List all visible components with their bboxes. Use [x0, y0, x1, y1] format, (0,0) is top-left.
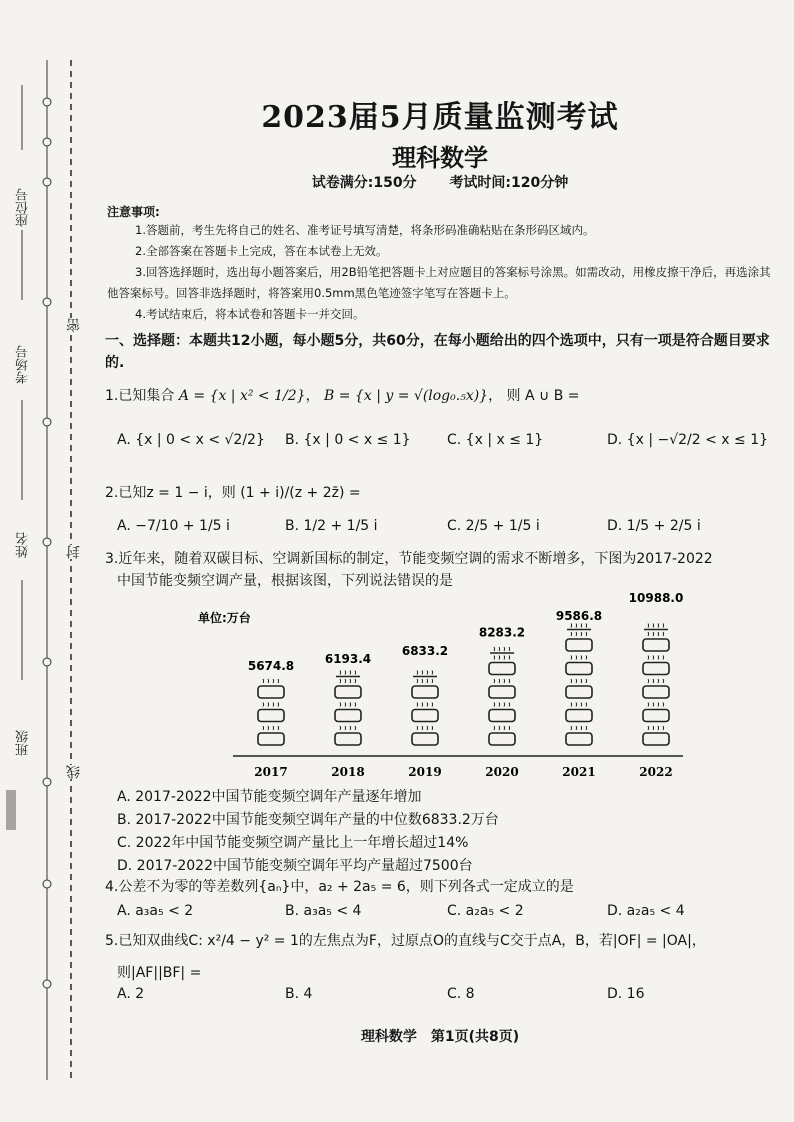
bar-2018 — [335, 671, 361, 746]
value-label-2020: 8283.2 — [478, 625, 526, 640]
bar-2022 — [643, 624, 669, 746]
q1-option-b[interactable]: B. {x | 0 < x ≤ 1} — [285, 432, 411, 448]
q3-option-d[interactable]: D. 2017-2022中国节能变频空调年平均产量超过7500台 — [117, 858, 473, 874]
binding-lines — [0, 0, 95, 1122]
seal-xian: 线 — [66, 765, 82, 779]
exam-meta — [105, 172, 775, 192]
section-title: 一、选择题：本题共12小题，每小题5分，共60分，在每小题给出的四个选项中，只有一项是符合题目要求的. — [105, 333, 770, 371]
q2-option-c[interactable]: C. 2/5 + 1/5 i — [447, 518, 540, 534]
q1-prefix: 1.已知集合 — [105, 388, 175, 404]
seat-number-label: 座位号 — [16, 188, 31, 227]
question-5 — [105, 930, 773, 984]
q4-option-a[interactable]: A. a₃a₅ < 2 — [117, 903, 194, 919]
q3-stem-line2: 中国节能变频空调产量，根据该图，下列说法错误的是 — [117, 573, 453, 589]
q1-option-a[interactable]: A. {x | 0 < x < √2/2} — [117, 432, 265, 448]
seal-feng: 封 — [66, 545, 82, 559]
page-footer: 理科数学 第1页(共8页) — [360, 1029, 520, 1045]
q5-stem-line2: 则|AF||BF| = — [117, 965, 202, 981]
question-1: 1.已知集合 A = {x | x² < 1/2}， B = {x | y = √(log₀.₅x)}， 则 A ∪ B = — [105, 388, 580, 404]
note-item: 4.考试结束后，将本试卷和答题卡一并交回。 — [135, 307, 365, 321]
q1-option-d[interactable]: D. {x | −√2/2 < x ≤ 1} — [607, 432, 769, 448]
exam-time: 考试时间:120分钟 — [449, 175, 569, 191]
seal-mi: 密 — [66, 318, 82, 332]
note-item: 1.答题前，考生先将自己的姓名、准考证号填写清楚，将条形码准确粘贴在条形码区域内。 — [135, 223, 595, 237]
x-tick-2018: 2018 — [331, 765, 365, 779]
bar-2017 — [258, 679, 284, 745]
x-tick-2022: 2022 — [639, 765, 673, 779]
exam-subject: 理科数学 — [392, 143, 488, 172]
x-tick-2019: 2019 — [408, 765, 442, 779]
q4-option-b[interactable]: B. a₃a₅ < 4 — [285, 903, 362, 919]
production-chart — [193, 588, 693, 788]
value-label-2018: 6193.4 — [324, 652, 372, 667]
value-label-2017: 5674.8 — [247, 658, 295, 673]
q1-set-b: B = {x | y = √(log₀.₅x)} — [324, 388, 489, 404]
exam-title: 2023届5月质量监测考试 — [261, 100, 619, 135]
q4-option-d[interactable]: D. a₂a₅ < 4 — [607, 903, 685, 919]
q3-option-b[interactable]: B. 2017-2022中国节能变频空调年产量的中位数6833.2万台 — [117, 812, 499, 828]
q3-option-a[interactable]: A. 2017-2022中国节能变频空调年产量逐年增加 — [117, 789, 422, 805]
binding-strip — [0, 0, 95, 1122]
value-label-2022: 10988.0 — [628, 591, 684, 606]
q5-option-b[interactable]: B. 4 — [285, 986, 313, 1002]
class-label: 班级 — [16, 730, 31, 756]
question-4: 4.公差不为零的等差数列{aₙ}中，a₂ + 2a₅ = 6，则下列各式一定成立的是 — [105, 879, 574, 895]
q2-option-a[interactable]: A. −7/10 + 1/5 i — [117, 518, 230, 534]
q2-option-d[interactable]: D. 1/5 + 2/5 i — [607, 518, 701, 534]
full-score: 试卷满分:150分 — [311, 175, 417, 191]
q1-suffix: 则 A ∪ B = — [506, 388, 580, 404]
bar-2019 — [412, 671, 438, 746]
q4-option-c[interactable]: C. a₂a₅ < 2 — [447, 903, 524, 919]
value-label-2021: 9586.8 — [555, 608, 603, 623]
note-item: 2.全部答案在答题卡上完成，答在本试卷上无效。 — [135, 244, 388, 258]
q5-option-d[interactable]: D. 16 — [607, 986, 645, 1002]
value-label-2019: 6833.2 — [401, 644, 449, 659]
exam-page — [105, 0, 775, 1122]
q3-stem-line1: 3.近年来，随着双碳目标、空调新国标的制定，节能变频空调的需求不断增多，下图为2017-2022 — [105, 551, 713, 567]
x-tick-2021: 2021 — [562, 765, 596, 779]
exam-room-label: 考场号 — [16, 345, 31, 384]
notes-list — [107, 220, 775, 325]
x-tick-2017: 2017 — [254, 765, 288, 779]
x-tick-2020: 2020 — [485, 765, 519, 779]
q3-option-c[interactable]: C. 2022年中国节能变频空调产量比上一年增长超过14% — [117, 835, 469, 851]
q1-option-c[interactable]: C. {x | x ≤ 1} — [447, 432, 544, 448]
name-label: 姓名 — [16, 532, 31, 558]
question-2: 2.已知z = 1 − i，则 (1 + i)/(z + 2z̄) = — [105, 485, 361, 501]
q5-option-a[interactable]: A. 2 — [117, 986, 145, 1002]
q5-option-c[interactable]: C. 8 — [447, 986, 475, 1002]
notes-heading: 注意事项: — [107, 205, 160, 219]
q2-option-b[interactable]: B. 1/2 + 1/5 i — [285, 518, 378, 534]
bar-2021 — [566, 624, 592, 746]
q1-set-a: A = {x | x² < 1/2} — [178, 388, 306, 404]
chart-unit-label: 单位:万台 — [198, 611, 251, 625]
q5-stem-line1: 5.已知双曲线C: x²/4 − y² = 1的左焦点为F，过原点O的直线与C交于点A，B，若|OF| = |OA|， — [105, 933, 706, 949]
note-item: 3.回答选择题时，选出每小题答案后，用2B铅笔把答题卡上对应题目的答案标号涂黑。如需改动，用橡皮擦干净后，再选涂其他答案标号。回答非选择题时，将答案用0.5mm黑色笔迹签字笔写在答题卡上。 — [107, 265, 771, 300]
question-3 — [105, 548, 773, 592]
bar-2020 — [489, 647, 515, 745]
